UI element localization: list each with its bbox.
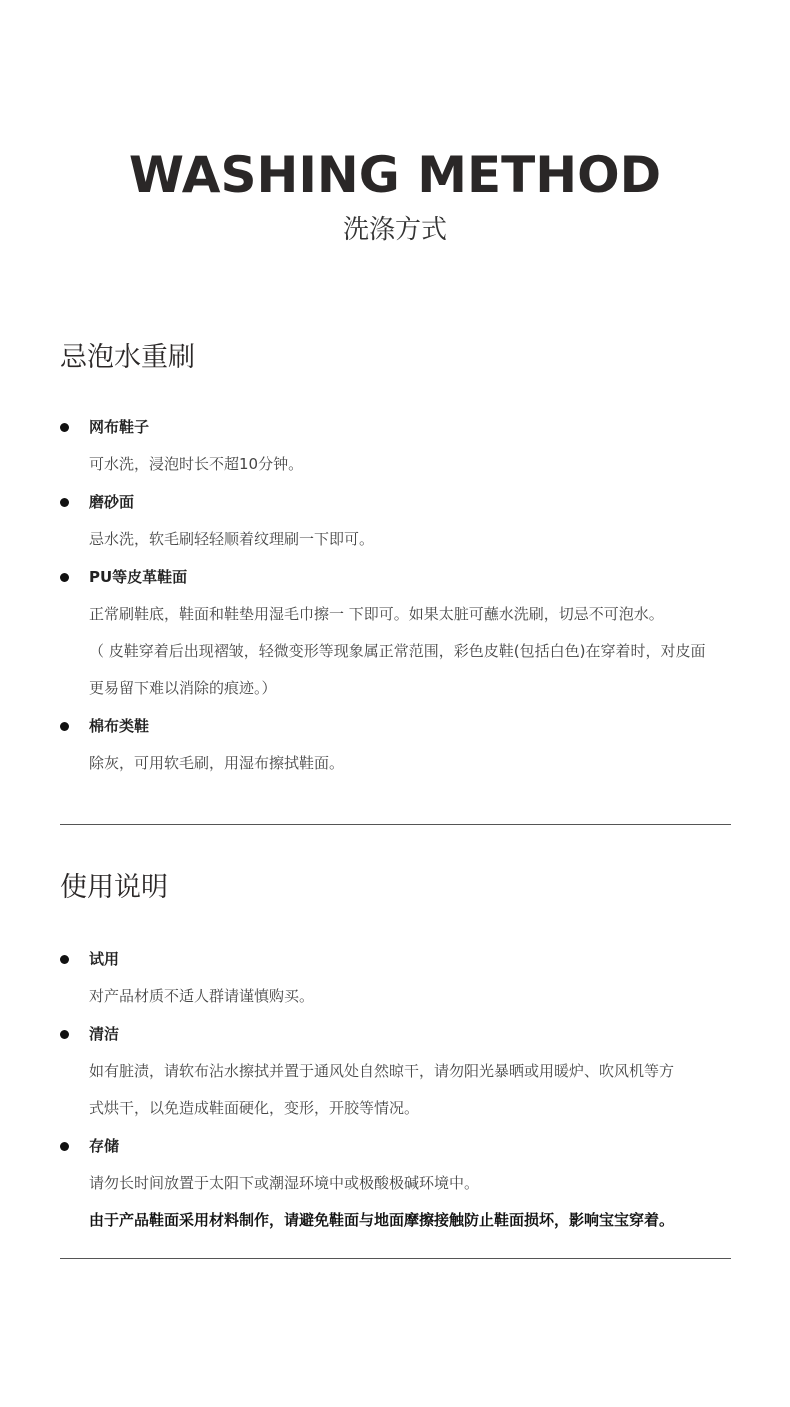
section-divider	[60, 824, 731, 825]
page-header	[0, 140, 790, 250]
list-item-storage	[60, 1127, 732, 1239]
item-text: 可水洗，浸泡时长不超10分钟。	[89, 455, 304, 473]
item-title: 棉布类鞋	[89, 717, 150, 735]
item-text: 正常刷鞋底，鞋面和鞋垫用湿毛巾擦一 下即可。如果太脏可蘸水洗刷，切忌不可泡水。	[89, 605, 664, 623]
section-divider	[60, 1258, 731, 1259]
list-item-pu-leather	[60, 558, 732, 707]
care-list	[60, 408, 732, 782]
bullet-icon	[60, 722, 69, 731]
section-title: 使用说明	[60, 872, 168, 903]
item-title: PU等皮革鞋面	[89, 568, 188, 586]
item-text: 除灰，可用软毛刷，用湿布擦拭鞋面。	[89, 754, 345, 772]
item-title: 磨砂面	[89, 493, 135, 511]
list-item-cleaning	[60, 1015, 732, 1127]
item-text: 忌水洗，软毛刷轻轻顺着纹理刷一下即可。	[89, 530, 375, 548]
section-washing-cautions	[60, 338, 732, 782]
bullet-icon	[60, 423, 69, 432]
bullet-icon	[60, 573, 69, 582]
item-text: 更易留下难以消除的痕迹。）	[89, 679, 277, 697]
item-text: 式烘干，以免造成鞋面硬化，变形，开胶等情况。	[89, 1099, 420, 1117]
page-subtitle: 洗涤方式	[342, 215, 447, 245]
item-title: 存储	[89, 1137, 120, 1155]
usage-list	[60, 940, 732, 1239]
item-title: 网布鞋子	[89, 418, 150, 436]
item-text: 请勿长时间放置于太阳下或潮湿环境中或极酸极碱环境中。	[89, 1174, 480, 1192]
item-note: 由于产品鞋面采用材料制作，请避免鞋面与地面摩擦接触防止鞋面损坏，影响宝宝穿着。	[89, 1211, 675, 1229]
bullet-icon	[60, 1142, 69, 1151]
item-text: 如有脏渍，请软布沾水擦拭并置于通风处自然晾干，请勿阳光暴晒或用暖炉、吹风机等方	[89, 1062, 675, 1080]
section-usage-instructions	[60, 868, 732, 1239]
bullet-icon	[60, 955, 69, 964]
item-text: 对产品材质不适人群请谨慎购买。	[89, 987, 315, 1005]
list-item-trial	[60, 940, 732, 1015]
list-item-mesh-shoes	[60, 408, 732, 483]
bullet-icon	[60, 1030, 69, 1039]
page-title: WASHING METHOD	[128, 146, 662, 204]
item-title: 试用	[89, 950, 120, 968]
item-text: （ 皮鞋穿着后出现褶皱，轻微变形等现象属正常范围，彩色皮鞋(包括白色)在穿着时，对皮面	[89, 642, 706, 660]
item-title: 清洁	[89, 1025, 120, 1043]
section-title: 忌泡水重刷	[60, 342, 195, 373]
list-item-suede	[60, 483, 732, 558]
list-item-cotton-shoes	[60, 707, 732, 782]
bullet-icon	[60, 498, 69, 507]
